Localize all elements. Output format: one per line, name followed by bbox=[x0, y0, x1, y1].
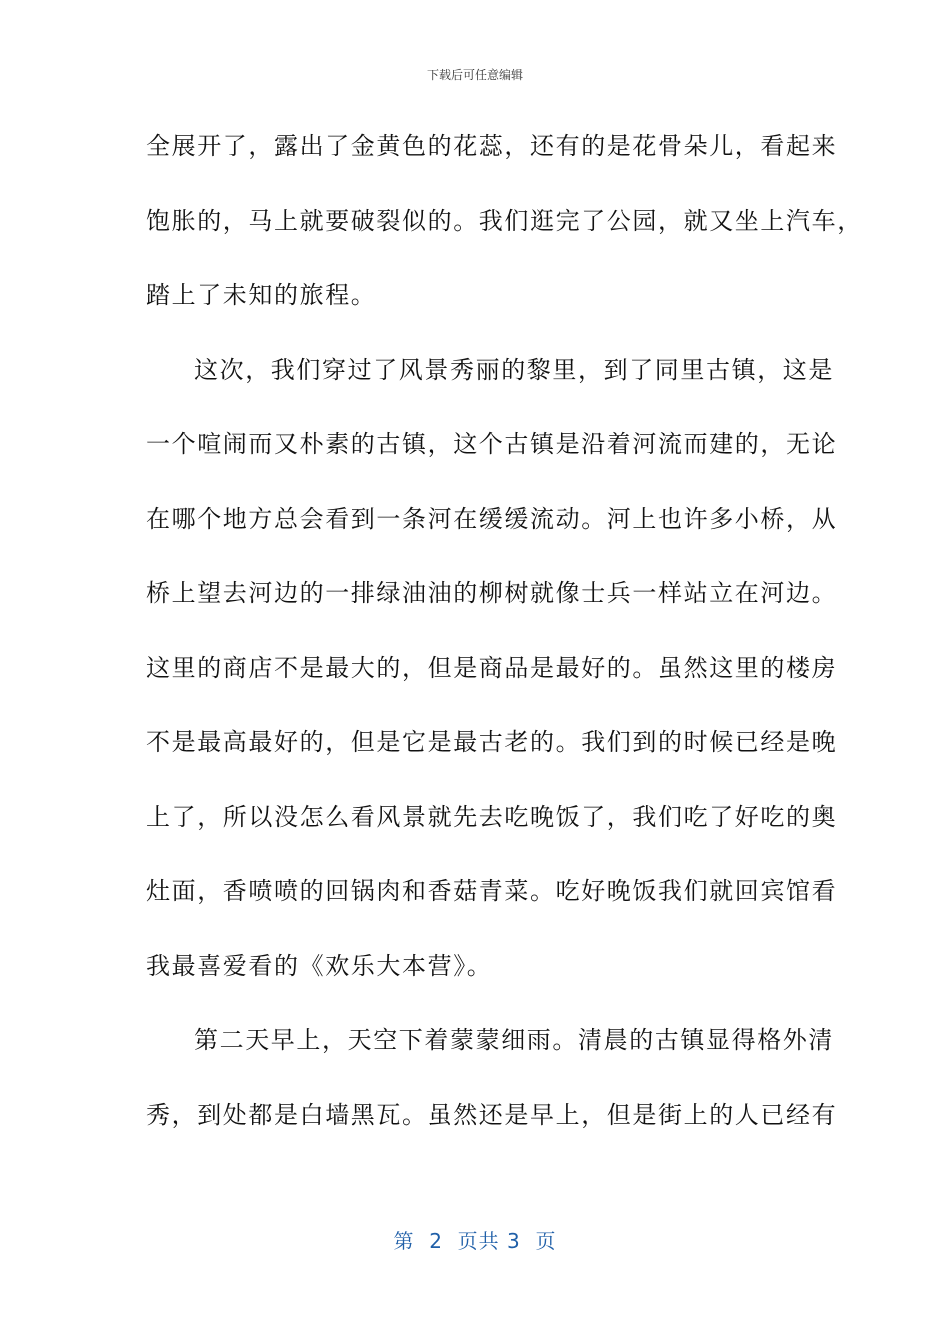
text-line: 桥上望去河边的一排绿油油的柳树就像士兵一样站立在河边。 bbox=[146, 579, 838, 607]
text-line: 秀，到处都是白墙黑瓦。虽然还是早上，但是街上的人已经有 bbox=[146, 1100, 838, 1129]
text-line: 在哪个地方总会看到一条河在缓缓流动。河上也许多小桥，从 bbox=[146, 504, 838, 533]
document-body bbox=[146, 128, 863, 1171]
text-line: 饱胀的，马上就要破裂似的。我们逛完了公园，就又坐上汽车， bbox=[146, 206, 863, 235]
paragraph-start-line: 第二天早上，天空下着蒙蒙细雨。清晨的古镇显得格外清 bbox=[194, 1026, 834, 1054]
text-line: 这里的商店不是最大的，但是商品是最好的。虽然这里的楼房 bbox=[146, 653, 838, 682]
text-line: 不是最高最好的，但是它是最古老的。我们到的时候已经是晚 bbox=[146, 728, 838, 756]
page-header: 下载后可任意编辑 bbox=[426, 68, 523, 82]
text-line: 一个喧闹而又朴素的古镇，这个古镇是沿着河流而建的，无论 bbox=[146, 430, 838, 458]
page-number-footer: 第 2 页共 3 页 bbox=[393, 1229, 557, 1253]
text-line: 踏上了未知的旅程。 bbox=[146, 281, 377, 309]
text-line: 全展开了，露出了金黄色的花蕊，还有的是花骨朵儿，看起来 bbox=[146, 132, 838, 160]
text-line: 我最喜爱看的《欢乐大本营》。 bbox=[146, 951, 493, 980]
text-line: 灶面，香喷喷的回锅肉和香菇青菜。吃好晚饭我们就回宾馆看 bbox=[146, 877, 838, 905]
paragraph-start-line: 这次，我们穿过了风景秀丽的黎里，到了同里古镇，这是 bbox=[194, 355, 834, 384]
text-line: 上了，所以没怎么看风景就先去吃晚饭了，我们吃了好吃的奥 bbox=[146, 802, 838, 831]
